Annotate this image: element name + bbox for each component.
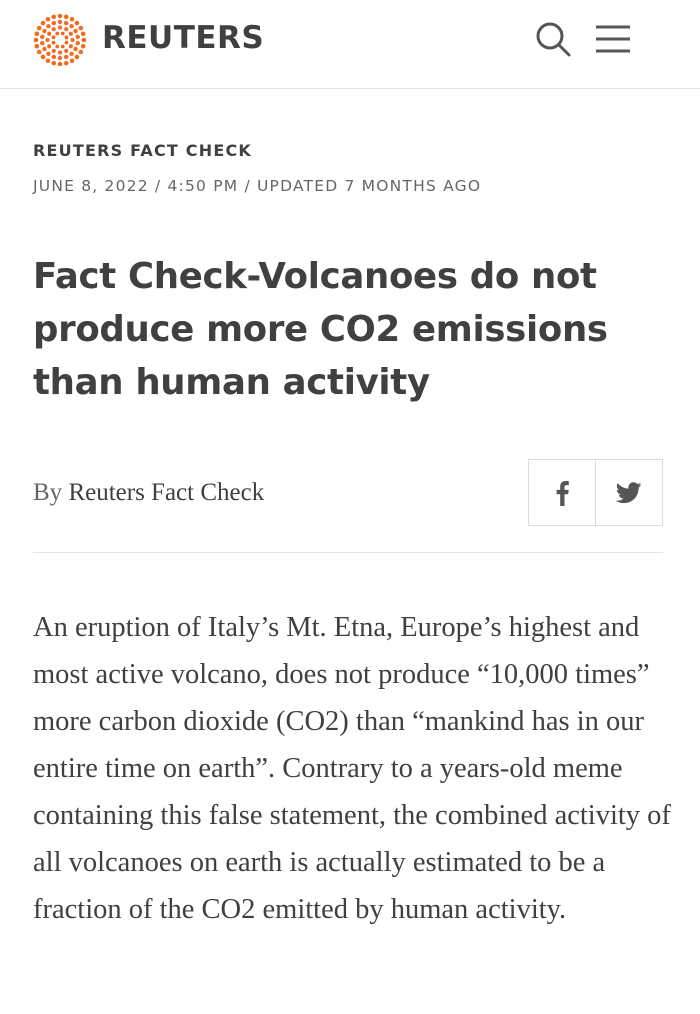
byline [33, 478, 264, 508]
share-buttons [528, 459, 663, 526]
twitter-icon [616, 482, 642, 504]
article-headline: Fact Check-Volcanoes do not produce more CO2 emissions than human activity [33, 256, 608, 403]
site-header [0, 0, 700, 89]
brand-wordmark[interactable]: REUTERS [102, 20, 265, 56]
byline-author[interactable]: Reuters Fact Check [68, 479, 265, 506]
search-button[interactable] [532, 18, 574, 60]
article-body-paragraph: An eruption of Italy’s Mt. Etna, Europe’s highest and most active volcano, does not produce “10,000 times” more carbon dioxide (CO2) than “mankind has in our entire time on earth”. Contrary to a years-old meme containing this false statement, the combined activity of all volcanoes on earth is actually estimated to be a fraction of the CO2 emitted by human activity. [33, 612, 671, 925]
share-facebook-button[interactable] [529, 460, 595, 525]
byline-prefix: By [33, 479, 63, 506]
hamburger-menu-icon [592, 18, 634, 60]
share-twitter-button[interactable] [595, 460, 662, 525]
menu-button[interactable] [592, 18, 634, 60]
search-icon [532, 18, 574, 60]
facebook-icon [554, 480, 570, 506]
divider [33, 552, 663, 553]
article-dateline: JUNE 8, 2022 / 4:50 PM / UPDATED 7 MONTHS AGO [33, 177, 482, 195]
section-label[interactable]: REUTERS FACT CHECK [33, 141, 253, 160]
reuters-logo[interactable] [33, 13, 87, 67]
